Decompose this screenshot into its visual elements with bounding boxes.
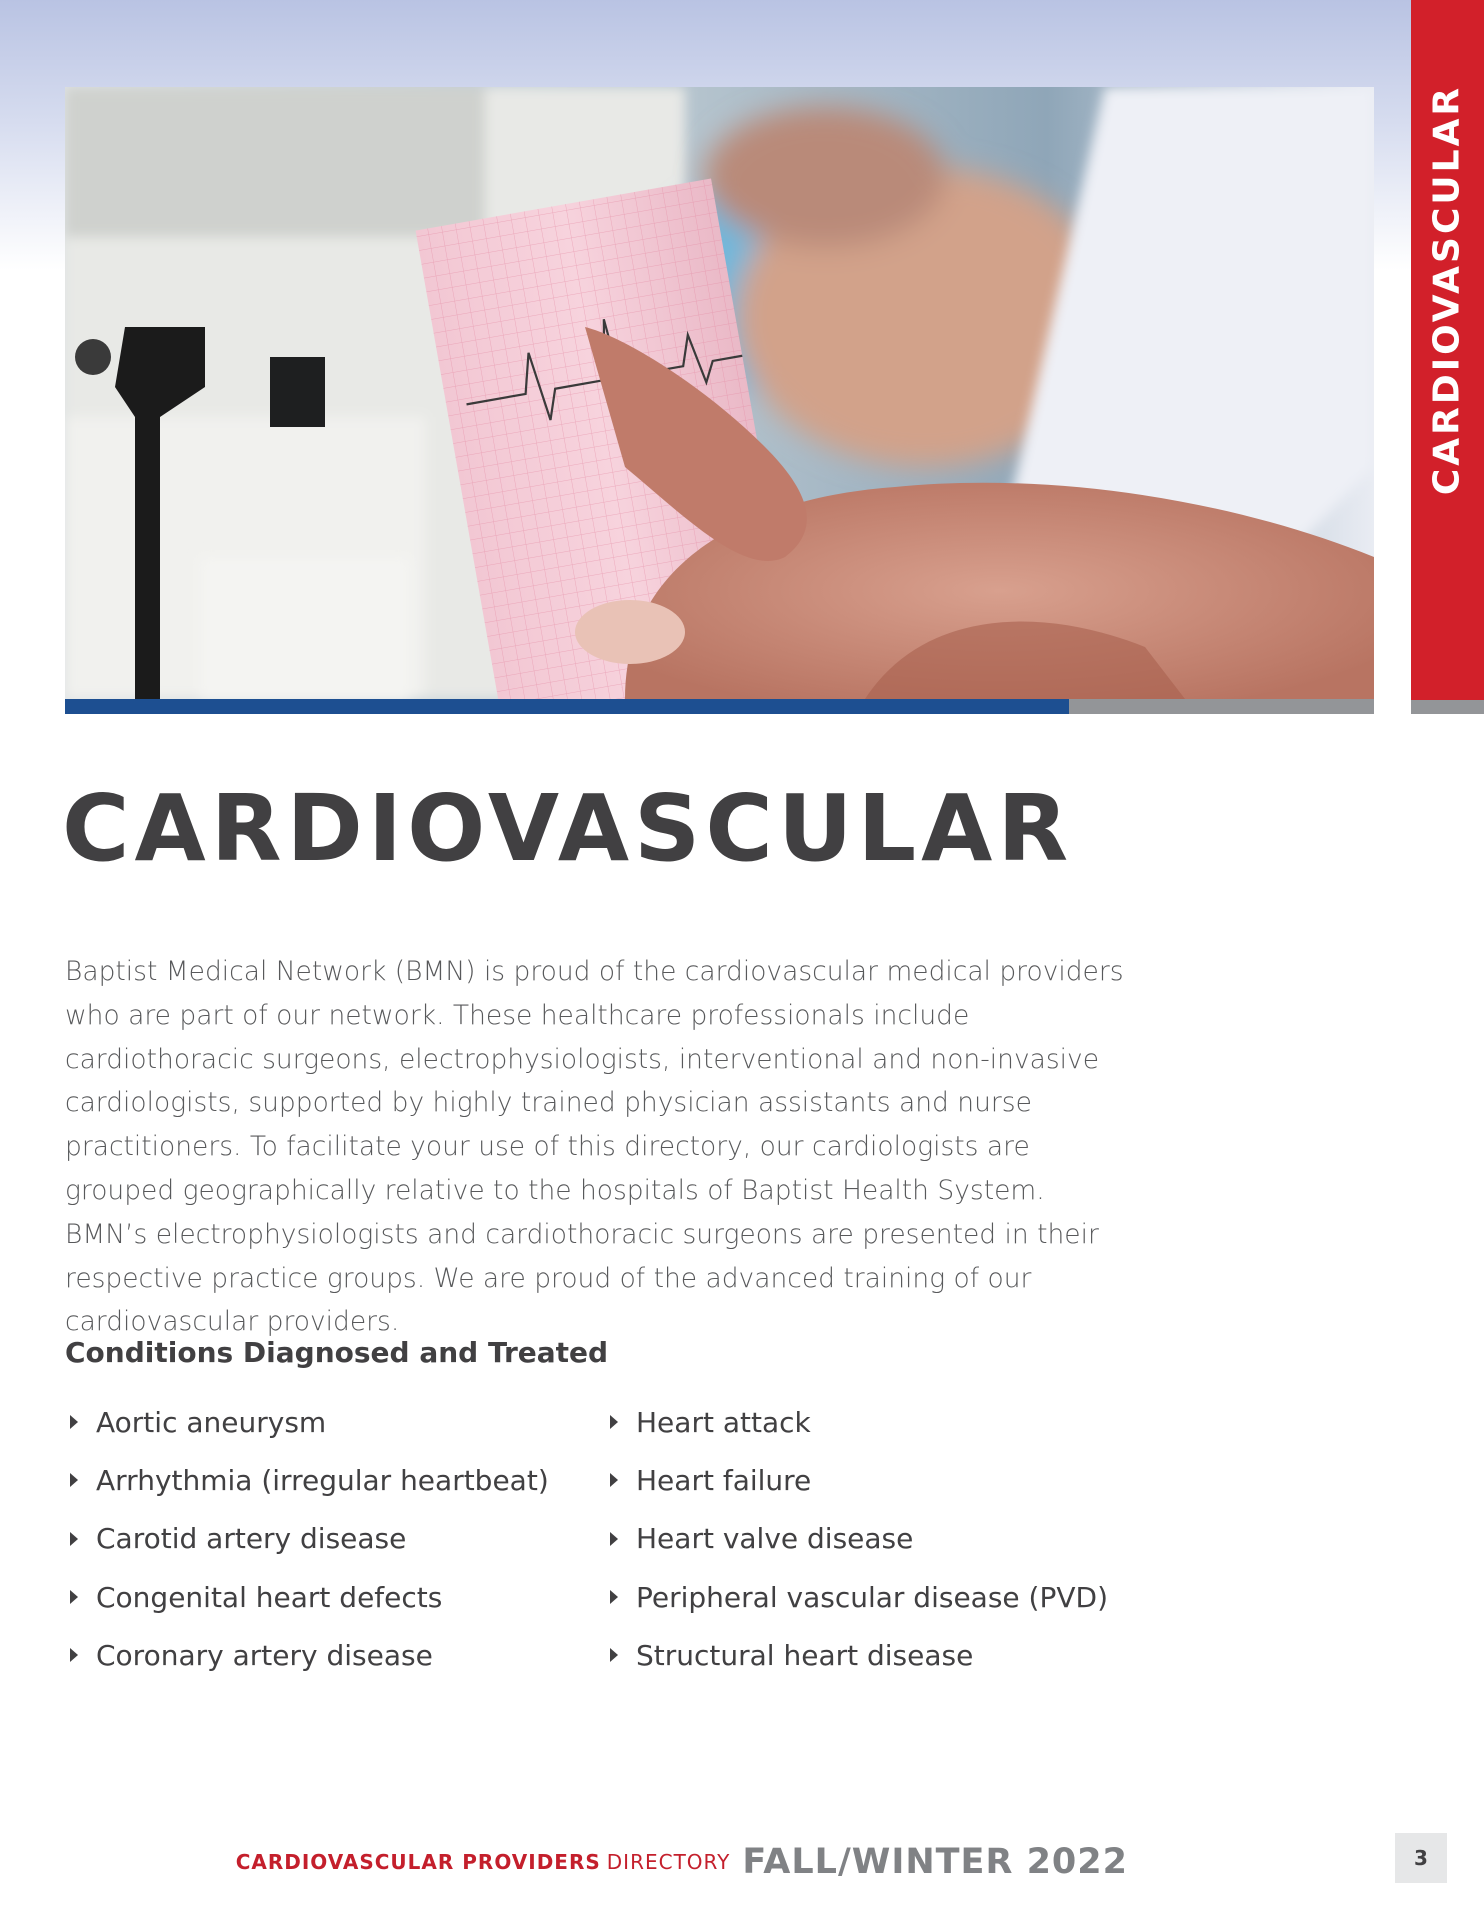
caret-right-icon [70,1473,78,1487]
footer-directory: DIRECTORY [606,1850,731,1874]
condition-label: Arrhythmia (irregular heartbeat) [96,1463,549,1497]
side-tab-gray-bar [1411,700,1484,714]
caret-right-icon [70,1648,78,1662]
condition-label: Peripheral vascular disease (PVD) [636,1580,1108,1614]
caret-right-icon [70,1532,78,1546]
page-title: CARDIOVASCULAR [62,775,1074,882]
caret-right-icon [610,1590,618,1604]
condition-label: Heart attack [636,1405,811,1439]
list-item [70,1626,549,1684]
list-item [610,1393,1108,1451]
side-tab-label: CARDIOVASCULAR [1426,84,1468,496]
list-item [70,1451,549,1509]
condition-label: Structural heart disease [636,1638,974,1672]
conditions-list-right [610,1393,1108,1684]
footer-season: FALL/WINTER 2022 [742,1842,1128,1882]
caret-right-icon [70,1415,78,1429]
divider-blue [65,699,1069,714]
divider-gray [1069,699,1374,714]
list-item [70,1393,549,1451]
list-item [610,1568,1108,1626]
caret-right-icon [70,1590,78,1604]
list-item [70,1568,549,1626]
hero-photo-ecg [65,87,1374,699]
condition-label: Congenital heart defects [96,1580,443,1614]
list-item [610,1626,1108,1684]
caret-right-icon [610,1648,618,1662]
condition-label: Carotid artery disease [96,1522,407,1556]
list-item [610,1451,1108,1509]
intro-paragraph: Baptist Medical Network (BMN) is proud of the cardiovascular medical providers who are part of our network. These healthcare professionals include cardiothoracic surgeons, electrophysiologists, interventional and non-invasive cardiologists, supported by highly trained physician assistants and nurse practitioners. To facilitate your use of this directory, our cardiologists are grouped geographically relative to the hospitals of Baptist Health System. BMN’s electrophysiologists and cardiothoracic surgeons are presented in their respective practice groups. We are proud of the advanced training of our cardiovascular providers. [65,956,1124,1338]
list-item [610,1510,1108,1568]
condition-label: Aortic aneurysm [96,1405,327,1439]
conditions-list-left [70,1393,549,1684]
condition-label: Coronary artery disease [96,1638,433,1672]
caret-right-icon [610,1473,618,1487]
condition-label: Heart valve disease [636,1522,914,1556]
conditions-heading: Conditions Diagnosed and Treated [65,1336,609,1369]
condition-label: Heart failure [636,1463,812,1497]
footer-providers: CARDIOVASCULAR PROVIDERS [235,1850,601,1874]
page-number: 3 [1395,1833,1447,1883]
caret-right-icon [610,1532,618,1546]
footer [236,1832,1128,1892]
caret-right-icon [610,1415,618,1429]
list-item [70,1510,549,1568]
